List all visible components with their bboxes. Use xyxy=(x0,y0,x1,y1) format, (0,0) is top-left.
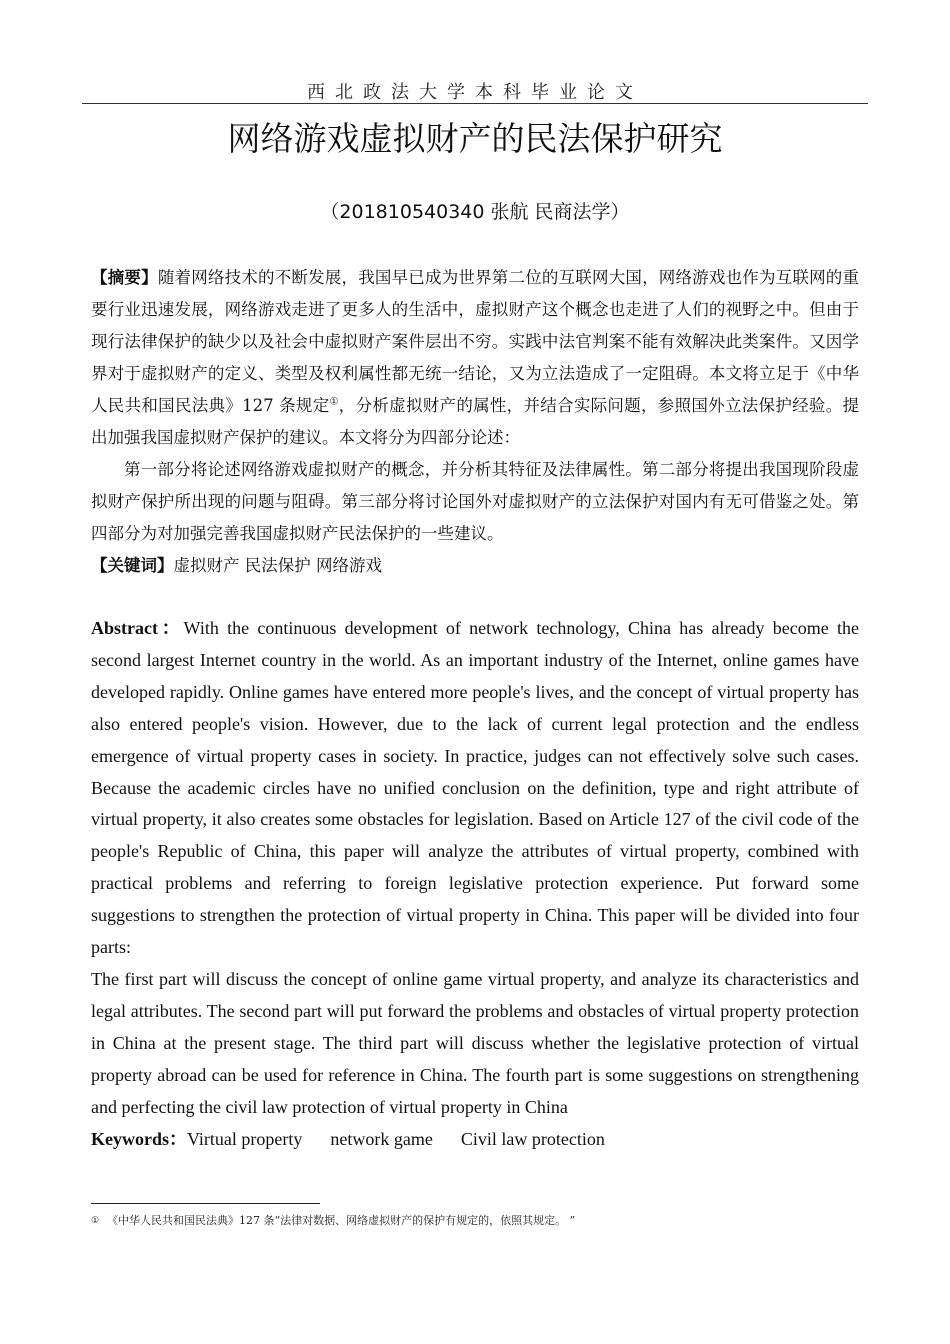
abstract-en xyxy=(91,613,859,1155)
keyword-item: Civil law protection xyxy=(460,1128,605,1149)
abstract-cn-text: 随着网络技术的不断发展，我国早已成为世界第二位的互联网大国，网络游戏也作为互联网的重要行业迅速发展，网络游戏走进了更多人的生活中，虚拟财产这个概念也走进了人们的视野之中。但由于现行法律保护的缺少以及社会中虚拟财产案件层出不穷。实践中法官判案不能有效解决此类案件。又因学界对于虚拟财产的定义、类型及权利属性都无统一结论，又为立法造成了一定阻碍。本文将立足于《中华人民共和国民法典》127 条规定 xyxy=(91,268,860,415)
keyword-item: Virtual property xyxy=(187,1128,303,1149)
header-divider xyxy=(82,103,868,104)
keywords-cn xyxy=(91,550,859,582)
keywords-cn-text: 虚拟财产 民法保护 网络游戏 xyxy=(173,556,382,575)
footnote-reference[interactable]: ① xyxy=(329,396,339,408)
footnote-text: 《中华人民共和国民法典》127 条“法律对数据、网络虚拟财产的保护有规定的，依照其规定。 ” xyxy=(107,1214,576,1227)
author-line: （201810540340 张航 民商法学） xyxy=(320,201,630,223)
footnote-divider xyxy=(91,1203,320,1204)
running-header: 西北政法大学本科毕业论文 xyxy=(307,82,643,103)
paper-title: 网络游戏虚拟财产的民法保护研究 xyxy=(227,119,723,158)
abstract-cn-label: 【摘要】 xyxy=(91,268,158,287)
keyword-item: network game xyxy=(330,1128,433,1149)
abstract-cn-paragraph-1 xyxy=(91,262,859,454)
abstract-en-paragraph-2: The first part will discuss the concept of online game virtual property, and analyze its characteristics and legal attributes. The second part will put forward the problems and obstacles of virtual property protection in China at the present stage. The third part will discuss whether the legislative protection of virtual property abroad can be used for reference in China. The fourth part is some suggestions on strengthening and perfecting the civil law protection of virtual property in China xyxy=(91,968,859,1117)
keywords-en xyxy=(91,1124,859,1156)
abstract-cn-paragraph-2: 第一部分将论述网络游戏虚拟财产的概念，并分析其特征及法律属性。第二部分将提出我国现阶段虚拟财产保护所出现的问题与阻碍。第三部分将讨论国外对虚拟财产的立法保护对国内有无可借鉴之处。第四部分为对加强完善我国虚拟财产民法保护的一些建议。 xyxy=(91,460,859,543)
footnote-marker: ① xyxy=(91,1216,100,1226)
abstract-en-label: Abstract： xyxy=(91,618,184,638)
keywords-en-label: Keywords： xyxy=(91,1128,187,1149)
abstract-cn xyxy=(91,262,859,582)
abstract-en-paragraph-1 xyxy=(91,613,859,964)
abstract-en-text: With the continuous development of network technology, China has already become the second largest Internet country in the world. As an important industry of the Internet, online games have developed rapidly. Online games have entered more people's lives, and the concept of virtual property has also entered people's vision. However, due to the lack of current legal protection and the endless emergence of virtual property cases in society. In practice, judges can not effectively solve such cases. Because the academic circles have no unified conclusion on the definition, type and right attribute of virtual property, it also creates some obstacles for legislation. Based on Article 127 of the civil code of the people's Republic of China, this paper will analyze the attributes of virtual property, combined with practical problems and referring to foreign legislative protection experience. Put forward some suggestions to strengthen the protection of virtual property in China. This paper will be divided into four parts: xyxy=(91,618,860,958)
footnote xyxy=(91,1211,859,1231)
abstract-cn-text-continued: ，分析虚拟财产的属性，并结合实际问题，参照国外立法保护经验。提出加强我国虚拟财产保护的建议。本文将分为四部分论述： xyxy=(91,396,859,447)
keywords-cn-label: 【关键词】 xyxy=(91,556,174,575)
